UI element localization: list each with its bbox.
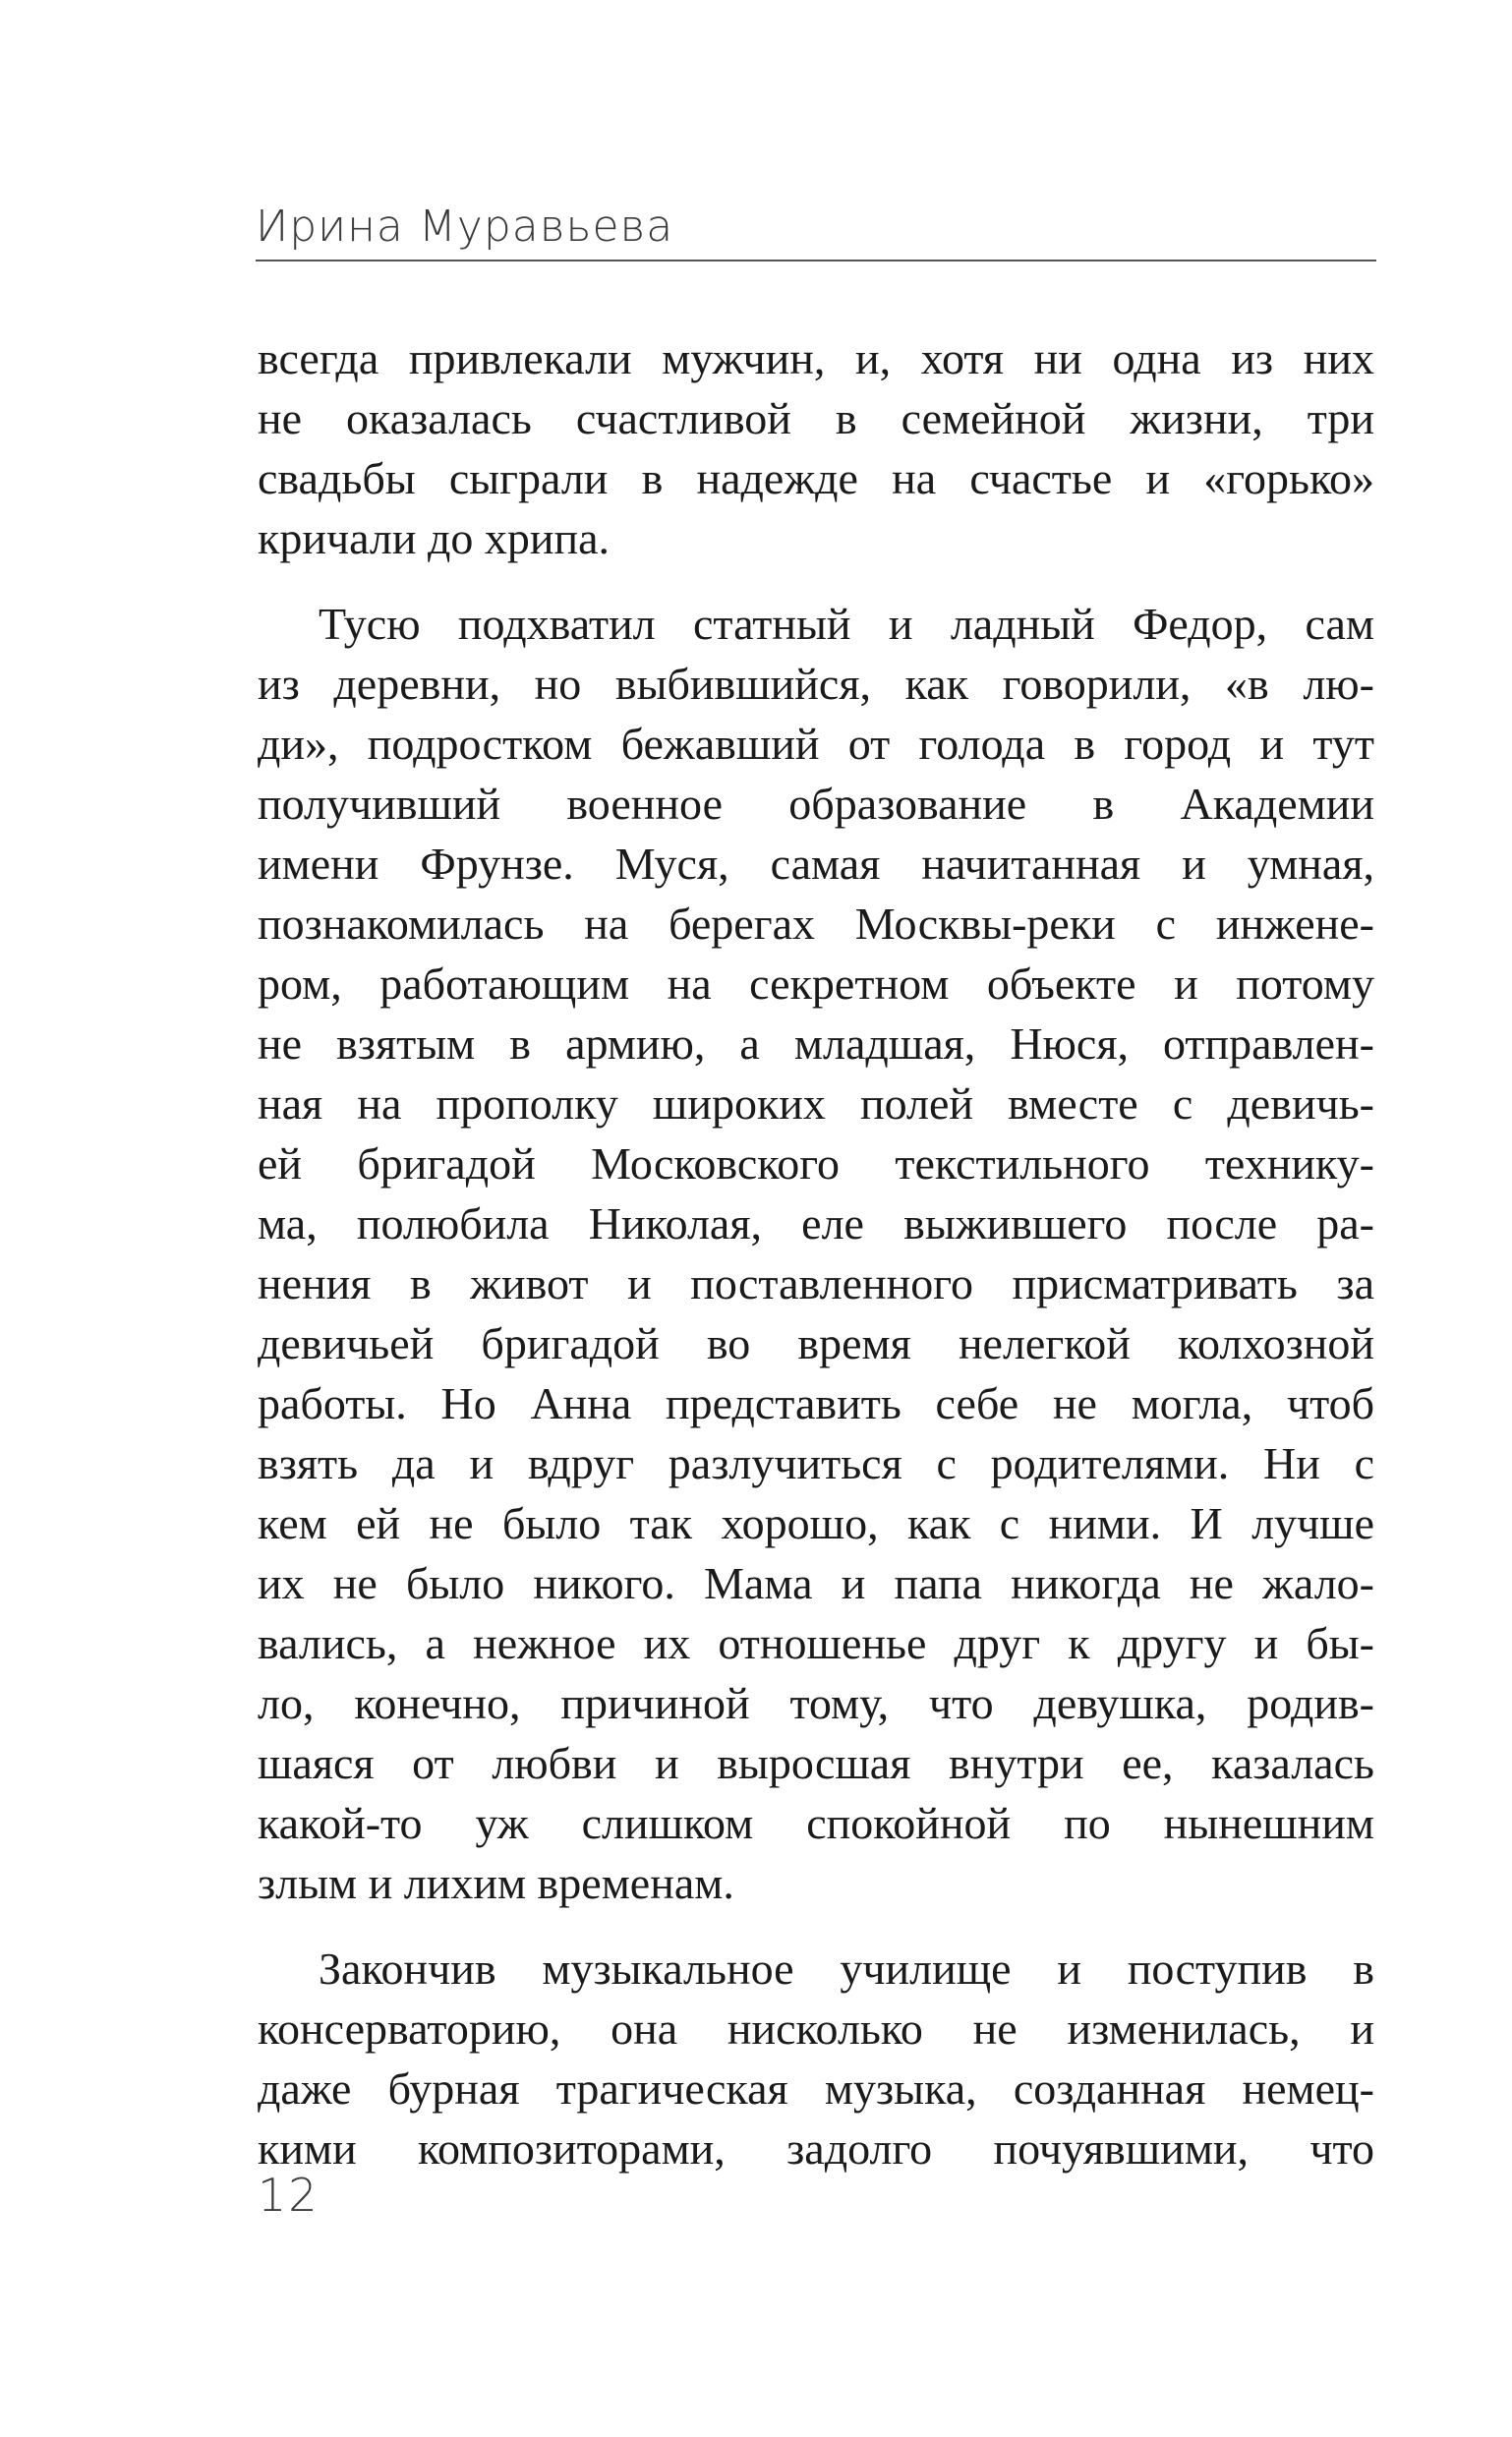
paragraph <box>258 1939 1374 2178</box>
text-line: девичьей бригадой во время нелегкой колхозной <box>258 1318 1374 1368</box>
author-name: Ирина Муравьева <box>256 202 674 252</box>
text-line: свадьбы сыграли в надежде на счастье и «горько» <box>258 453 1374 503</box>
text-line: ная на прополку широких полей вместе с девичь- <box>258 1078 1374 1129</box>
text-line: ди», подростком бежавший от голода в город и тут <box>258 719 1374 769</box>
text-line: кими композиторами, задолго почуявшими, что <box>258 2123 1374 2174</box>
text-line: не взятым в армию, а младшая, Нюся, отправлен- <box>258 1018 1374 1069</box>
running-header <box>256 199 1376 261</box>
text-line: кричали до хрипа. <box>258 513 611 563</box>
text-line: взять да и вдруг разлучиться с родителями. Ни с <box>258 1438 1374 1488</box>
body-text <box>258 328 1374 2204</box>
text-line: ром, работающим на секретном объекте и потому <box>258 958 1374 1009</box>
text-line: получивший военное образование в Академии <box>258 779 1374 829</box>
text-line: ей бригадой Московского текстильного технику- <box>258 1138 1374 1189</box>
text-line: нения в живот и поставленного присматривать за <box>258 1258 1374 1308</box>
text-line: их не было никого. Мама и папа никогда не жало- <box>258 1558 1374 1608</box>
text-line: из деревни, но выбившийся, как говорили, «в лю- <box>258 659 1374 709</box>
text-line: злым и лихим временам. <box>258 1858 734 1908</box>
text-line: ло, конечно, причиной тому, что девушка, родив- <box>258 1678 1374 1728</box>
paragraph <box>258 594 1374 1913</box>
text-line: работы. Но Анна представить себе не могла, чтоб <box>258 1378 1374 1428</box>
text-line: кем ей не было так хорошо, как с ними. И лучше <box>258 1498 1374 1548</box>
text-line: какой-то уж слишком спокойной по нынешним <box>258 1798 1374 1848</box>
text-line: ма, полюбила Николая, еле выжившего после ра- <box>258 1198 1374 1248</box>
text-line: Закончив музыкальное училище и поступив в <box>319 1944 1374 1994</box>
page-number: 12 <box>258 2169 320 2222</box>
text-line: Тусю подхватил статный и ладный Федор, сам <box>319 599 1374 649</box>
text-line: вались, а нежное их отношенье друг к другу и бы- <box>258 1618 1374 1668</box>
paragraph <box>258 328 1374 568</box>
text-line: консерваторию, она нисколько не изменилась, и <box>258 2003 1374 2054</box>
text-line: шаяся от любви и выросшая внутри ее, казалась <box>258 1738 1374 1788</box>
text-line: всегда привлекали мужчин, и, хотя ни одна из них <box>258 333 1374 383</box>
text-line: познакомилась на берегах Москвы-реки с инжене- <box>258 899 1374 949</box>
text-line: имени Фрунзе. Муся, самая начитанная и умная, <box>258 839 1374 889</box>
text-line: даже бурная трагическая музыка, созданная немец- <box>258 2063 1374 2114</box>
text-line: не оказалась счастливой в семейной жизни, три <box>258 393 1374 443</box>
